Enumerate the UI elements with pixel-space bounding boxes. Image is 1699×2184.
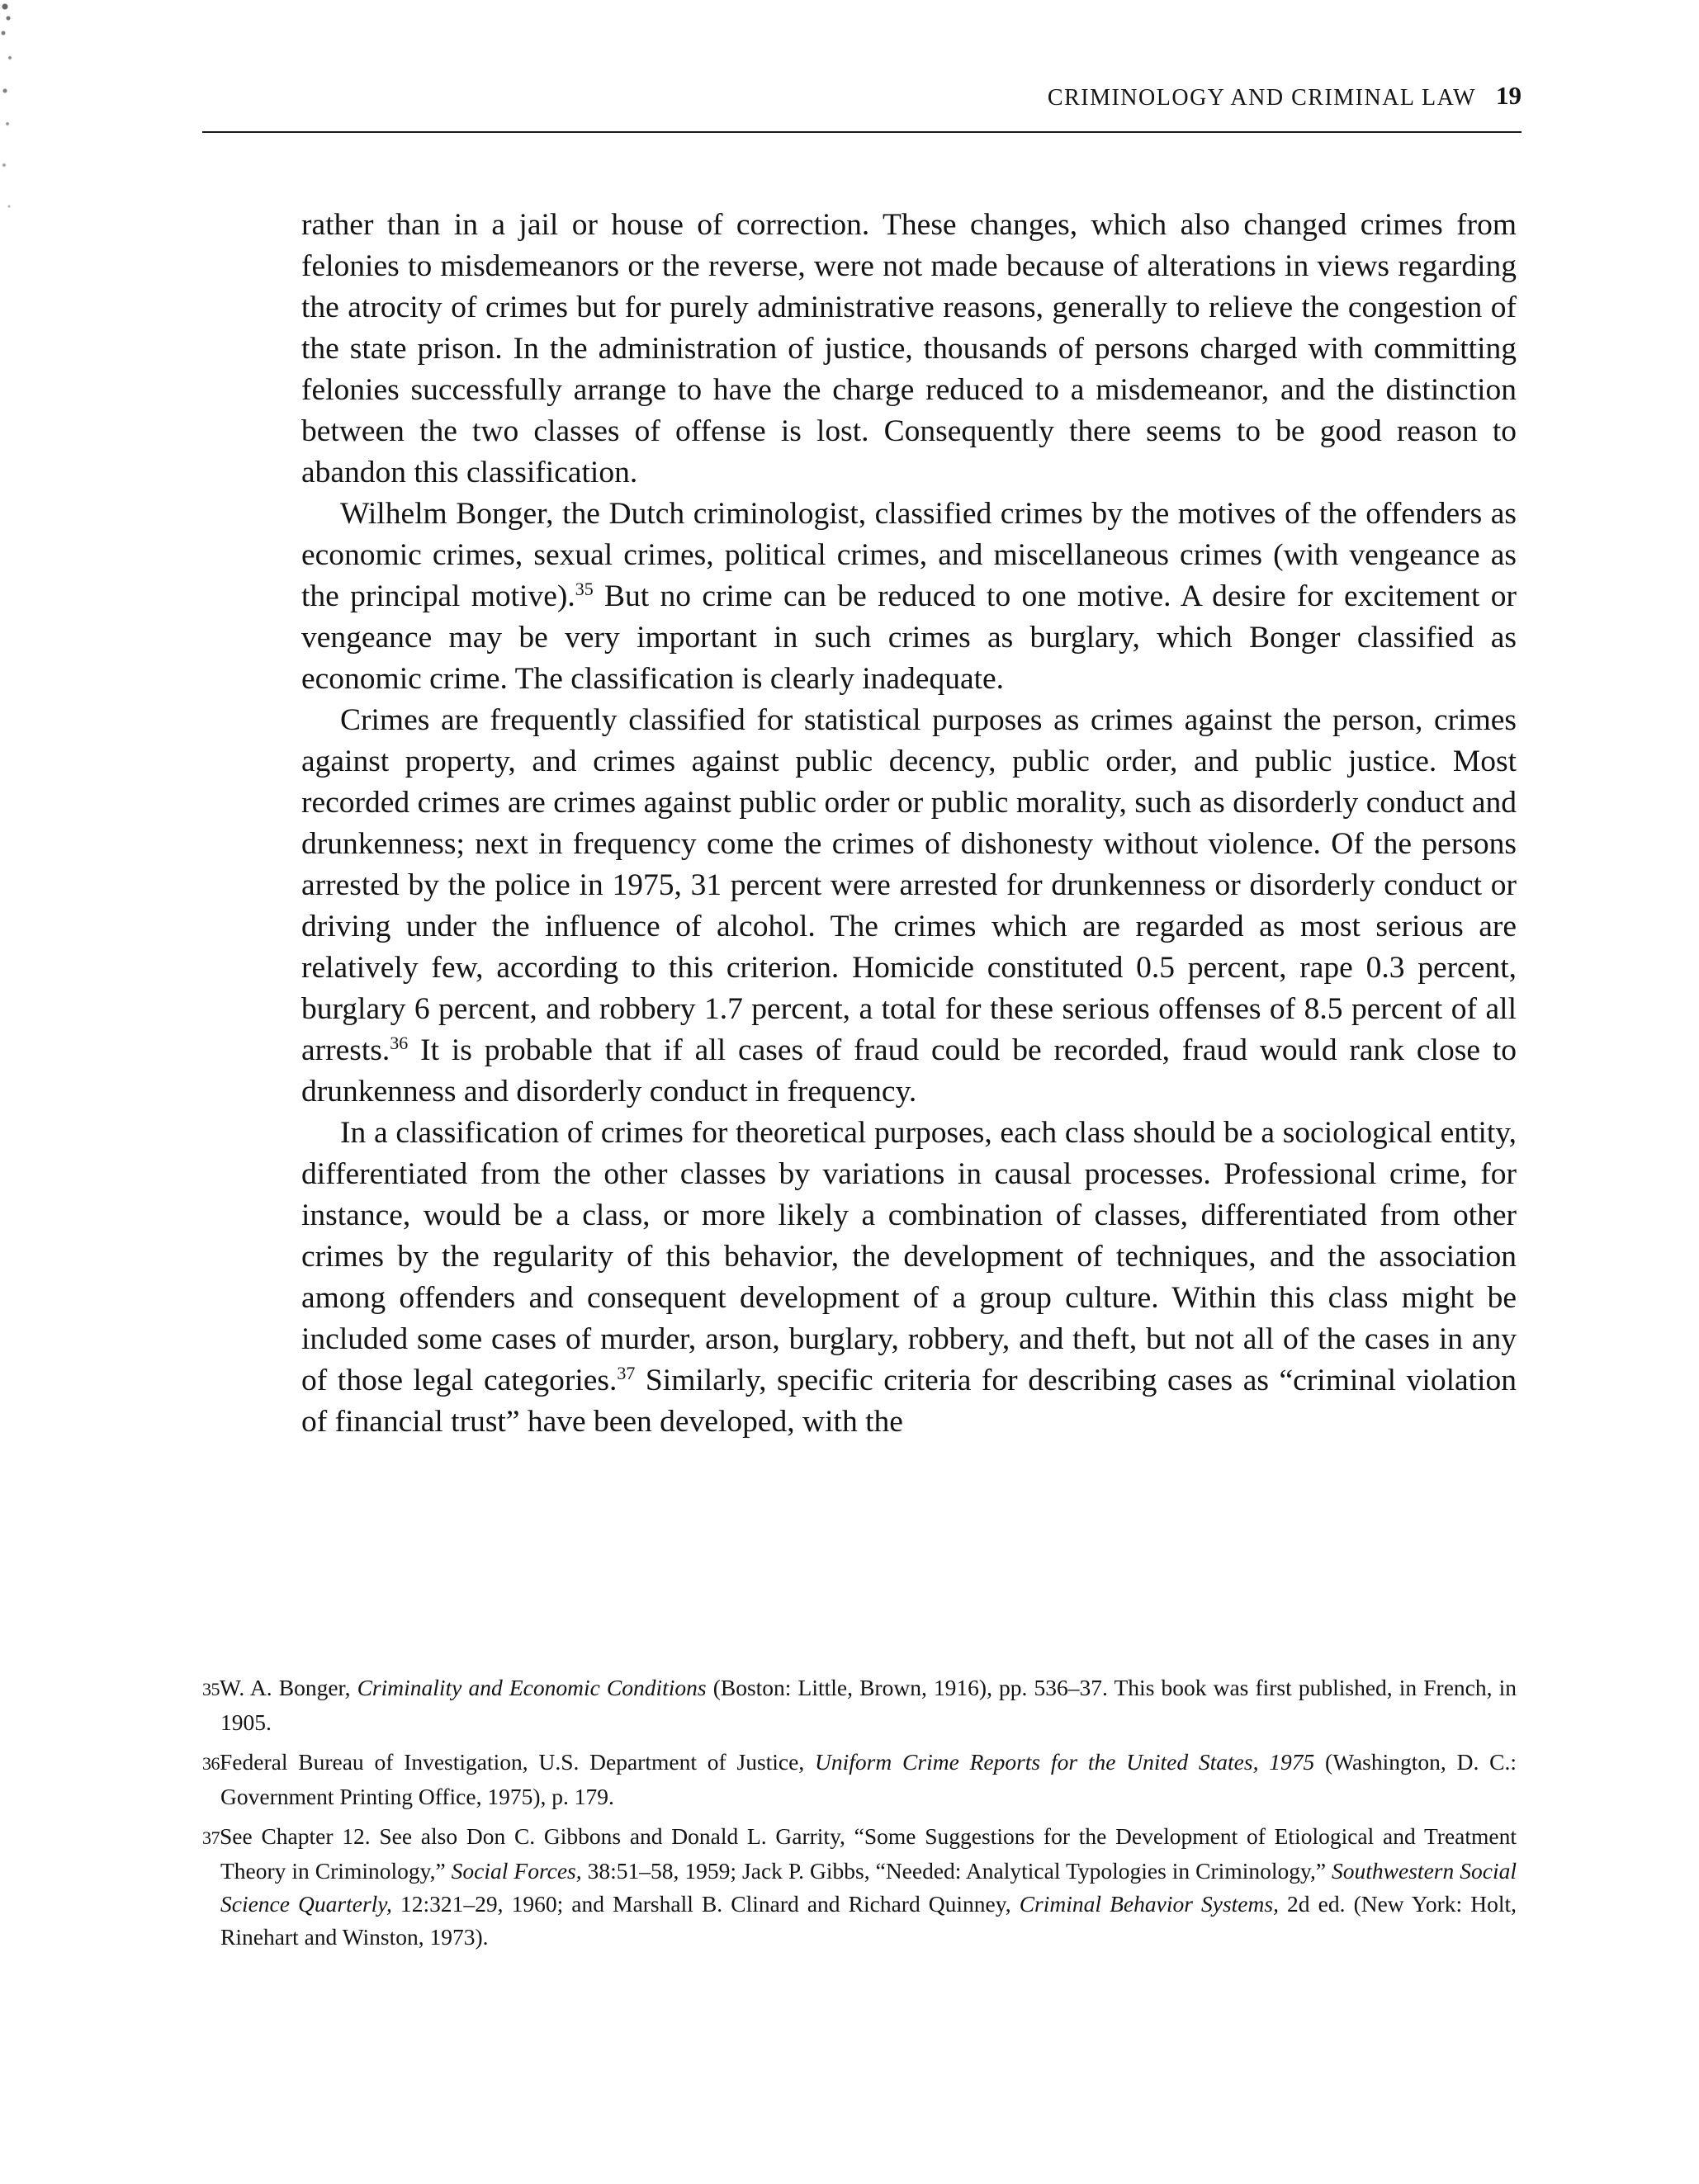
scan-edge-artifact bbox=[0, 0, 18, 231]
paragraph-3 bbox=[301, 700, 1517, 1113]
footnote-ref-37: 37 bbox=[617, 1363, 636, 1383]
paragraph-1-text: rather than in a jail or house of correction. These changes, which also changed crimes from felonies to misdemeanors or the reverse, were not made because of alterations in views regarding the atrocity of crimes but for purely administrative reasons, generally to relieve the congestion of the state prison. In the administration of justice, thousands of persons charged with committing felonies successfully arrange to have the charge reduced to a misdemeanor, and the distinction between the two classes of offense is lost. Consequently there seems to be good reason to abandon this classification. bbox=[301, 208, 1517, 489]
running-head bbox=[202, 78, 1522, 133]
footnote-title: Social Forces, bbox=[451, 1858, 582, 1884]
footnotes bbox=[202, 1671, 1517, 1960]
paragraph-4-text-a: In a classification of crimes for theoretical purposes, each class should be a sociological entity, differentiated from the other classes by variations in causal processes. Professional crime, for instance, would be a class, or more likely a combination of classes, differentiated from other crimes by the regularity of this behavior, the development of techniques, and the association among offenders and consequent development of a group culture. Within this class might be included some cases of murder, arson, burglary, robbery, and theft, but not all of the cases in any of those legal categories. bbox=[301, 1116, 1517, 1397]
footnote-text: Federal Bureau of Investigation, U.S. Department of Justice, bbox=[220, 1749, 816, 1775]
paragraph-2-text-a: Wilhelm Bonger, the Dutch criminologist, classified crimes by the motives of the offenders as economic crimes, sexual crimes, political crimes, and miscellaneous crimes (with vengeance as the principal motive). bbox=[301, 497, 1517, 613]
footnote-mark: 35 bbox=[202, 1679, 220, 1699]
paragraph-4 bbox=[301, 1113, 1517, 1443]
paragraph-1 bbox=[301, 205, 1517, 494]
footnote-title: Criminal Behavior Systems, bbox=[1019, 1891, 1279, 1917]
footnote-36 bbox=[202, 1746, 1517, 1813]
footnote-text: See Chapter 12. See also Don C. Gibbons and Donald L. Garrity, “Some Suggestions for the Development of Etiological and Treatment Theory in Criminology,” bbox=[220, 1823, 1517, 1884]
footnote-title: Southwestern Social Science Quarterly, bbox=[220, 1858, 1517, 1917]
footnote-text: (Boston: Little, Brown, 1916), pp. 536–37. This book was first published, in French, in 1905. bbox=[220, 1675, 1517, 1735]
footnote-text: W. A. Bonger, bbox=[220, 1675, 357, 1700]
body-text bbox=[301, 205, 1517, 1443]
footnote-37 bbox=[202, 1820, 1517, 1954]
footnote-text: 38:51–58, 1959; Jack P. Gibbs, “Needed: Analytical Typologies in Criminology,” bbox=[581, 1858, 1332, 1884]
footnote-35 bbox=[202, 1671, 1517, 1739]
footnote-text: 2d ed. (New York: Holt, Rinehart and Winston, 1973). bbox=[220, 1891, 1517, 1950]
footnote-text: 12:321–29, 1960; and Marshall B. Clinard and Richard Quinney, bbox=[391, 1891, 1020, 1917]
footnote-title: Criminality and Economic Conditions bbox=[357, 1675, 707, 1700]
footnote-mark: 36 bbox=[202, 1753, 220, 1774]
paragraph-2 bbox=[301, 494, 1517, 700]
paragraph-3-text-a: Crimes are frequently classified for statistical purposes as crimes against the person, crimes against property, and crimes against public decency, public order, and public justice. Most recorded crimes are crimes against public order or public morality, such as disorderly conduct and drunkenness; next in frequency come the crimes of dishonesty without violence. Of the persons arrested by the police in 1975, 31 percent were arrested for drunkenness or disorderly conduct or driving under the influence of alcohol. The crimes which are regarded as most serious are relatively few, according to this criterion. Homicide constituted 0.5 percent, rape 0.3 percent, burglary 6 percent, and robbery 1.7 percent, a total for these serious offenses of 8.5 percent of all arrests. bbox=[301, 703, 1517, 1067]
paragraph-2-text-b: But no crime can be reduced to one motive. A desire for excitement or vengeance may be very important in such crimes as burglary, which Bonger classified as economic crime. The classification is clearly inadequate. bbox=[301, 579, 1517, 696]
footnote-title: Uniform Crime Reports for the United States, 1975 bbox=[815, 1749, 1315, 1775]
footnote-mark: 37 bbox=[202, 1827, 220, 1848]
running-title: CRIMINOLOGY AND CRIMINAL LAW bbox=[1047, 85, 1476, 111]
footnote-ref-36: 36 bbox=[390, 1033, 409, 1053]
page-number: 19 bbox=[1496, 81, 1522, 110]
paragraph-3-text-b: It is probable that if all cases of fraud could be recorded, fraud would rank close to drunkenness and disorderly conduct in frequency. bbox=[301, 1033, 1517, 1109]
footnote-text: (Washington, D. C.: Government Printing Office, 1975), p. 179. bbox=[220, 1749, 1517, 1809]
paragraph-4-text-b: Similarly, specific criteria for describing cases as “criminal violation of financial trust” have been developed, with the bbox=[301, 1364, 1517, 1439]
footnote-ref-35: 35 bbox=[575, 579, 594, 599]
